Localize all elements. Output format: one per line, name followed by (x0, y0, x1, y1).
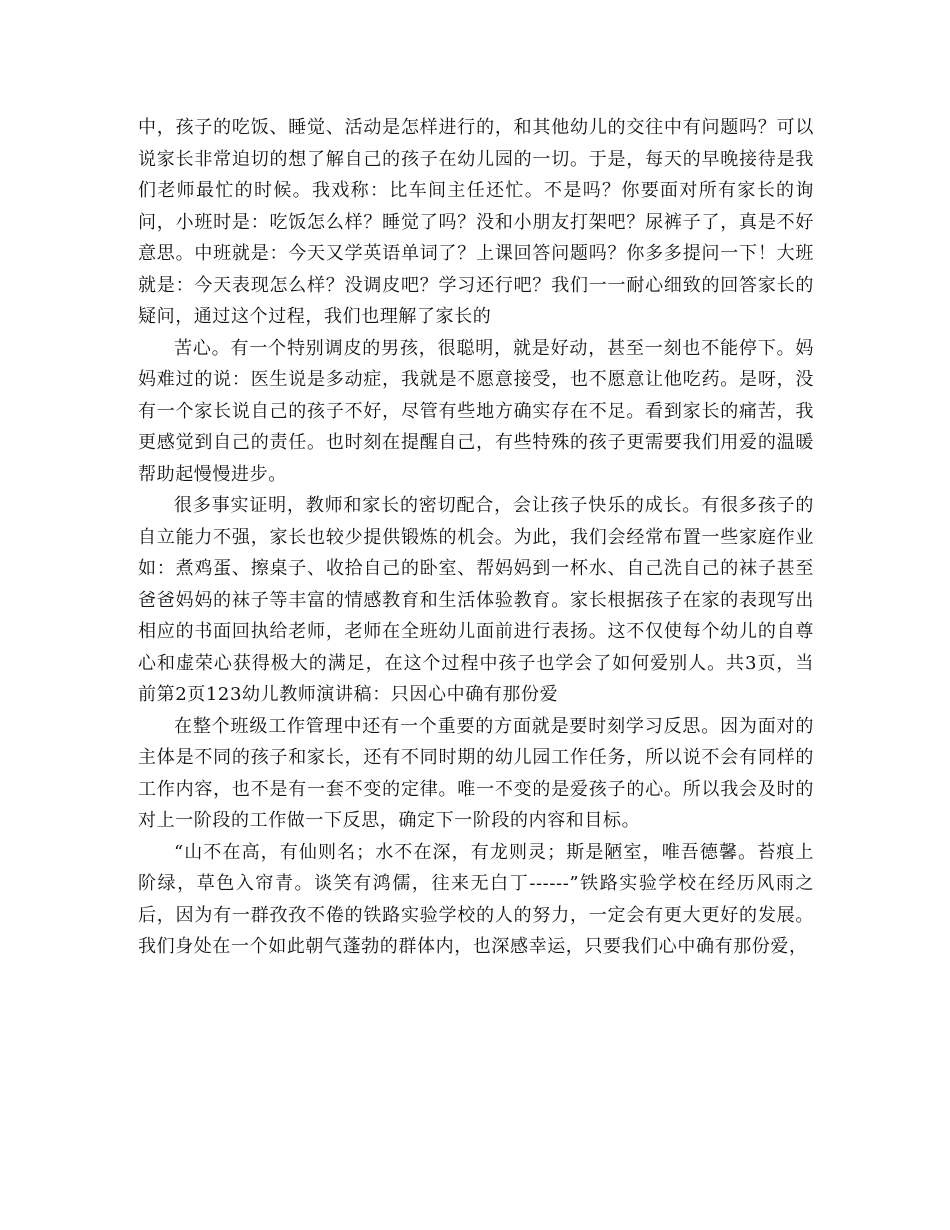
paragraph-3: 很多事实证明，教师和家长的密切配合，会让孩子快乐的成长。有很多孩子的自立能力不强，家长也较少提供锻炼的机会。为此，我们会经常布置一些家庭作业如：煮鸡蛋、擦桌子、收拾自己的卧室、帮妈妈到一杯水、自己洗自己的袜子甚至爸爸妈妈的袜子等丰富的情感教育和生活体验教育。家长根据孩子在家的表现写出相应的书面回执给老师，老师在全班幼儿面前进行表扬。这不仅使每个幼儿的自尊心和虚荣心获得极大的满足，在这个过程中孩子也学会了如何爱别人。共3页，当前第2页123幼儿教师演讲稿：只因心中确有那份爱 (138, 495, 814, 705)
paragraph-4: 在整个班级工作管理中还有一个重要的方面就是要时刻学习反思。因为面对的主体是不同的孩子和家长，还有不同时期的幼儿园工作任务，所以说不会有同样的工作内容，也不是有一套不变的定律。唯一不变的是爱孩子的心。所以我会及时的对上一阶段的工作做一下反思，确定下一阶段的内容和目标。 (138, 715, 814, 831)
paragraph-5: “山不在高，有仙则名；水不在深，有龙则灵；斯是陋室，唯吾德馨。苔痕上阶绿，草色入帘青。谈笑有鸿儒，往来无白丁------”铁路实验学校在经历风雨之后，因为有一群孜孜不倦的铁路实验学校的人的努力，一定会有更大更好的发展。我们身处在一个如此朝气蓬勃的群体内，也深感幸运，只要我们心中确有那份爱， (138, 841, 814, 957)
document-page (138, 112, 814, 963)
paragraph-1: 中，孩子的吃饭、睡觉、活动是怎样进行的，和其他幼儿的交往中有问题吗？可以说家长非常迫切的想了解自己的孩子在幼儿园的一切。于是，每天的早晚接待是我们老师最忙的时候。我戏称：比车间主任还忙。不是吗？你要面对所有家长的询问，小班时是：吃饭怎么样？睡觉了吗？没和小朋友打架吧？尿裤子了，真是不好意思。中班就是：今天又学英语单词了？上课回答问题吗？你多多提问一下！大班就是：今天表现怎么样？没调皮吧？学习还行吧？我们一一耐心细致的回答家长的疑问，通过这个过程，我们也理解了家长的 (138, 117, 814, 327)
paragraph-2: 苦心。有一个特别调皮的男孩，很聪明，就是好动，甚至一刻也不能停下。妈妈难过的说：医生说是多动症，我就是不愿意接受，也不愿意让他吃药。是呀，没有一个家长说自己的孩子不好，尽管有些地方确实存在不足。看到家长的痛苦，我更感觉到自己的责任。也时刻在提醒自己，有些特殊的孩子更需要我们用爱的温暖帮助起慢慢进步。 (138, 337, 814, 485)
